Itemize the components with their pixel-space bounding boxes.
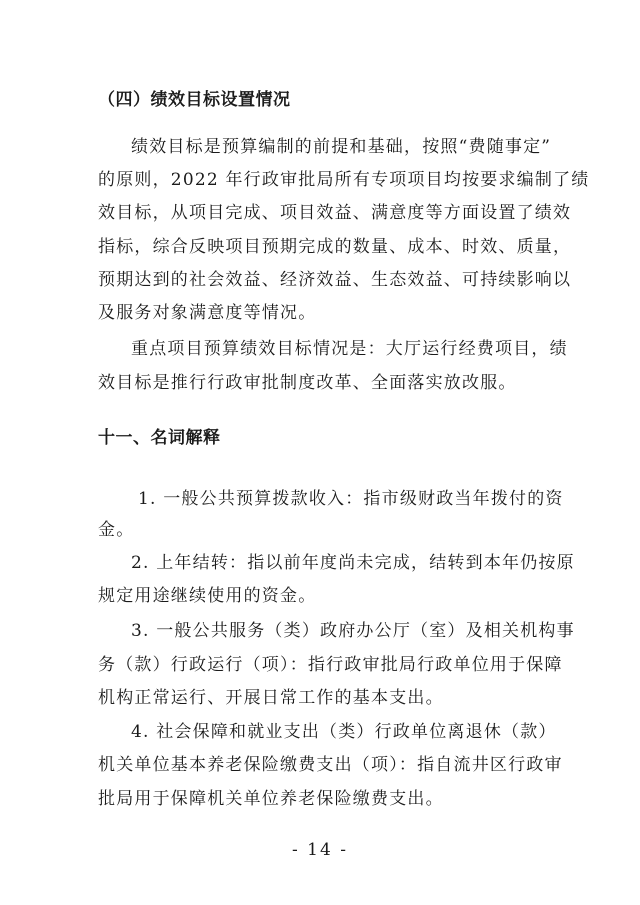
paragraph-line: 效目标是推行行政审批制度改革、全面落实放改服。 xyxy=(98,373,517,393)
paragraph-line: 指标，综合反映项目预期完成的数量、成本、时效、质量， xyxy=(98,237,572,257)
paragraph-line: 效目标，从项目完成、项目效益、满意度等方面设置了绩效 xyxy=(98,203,572,223)
paragraph-line: 及服务对象满意度等情况。 xyxy=(98,303,317,323)
paragraph-line: 绩效目标是预算编制的前提和基础，按照“费随事定” xyxy=(131,137,552,157)
glossary-item-line: 1. 一般公共预算拨款收入：指市级财政当年拨付的资 xyxy=(138,489,564,509)
paragraph-line: 重点项目预算绩效目标情况是：大厅运行经费项目，绩 xyxy=(131,339,568,359)
glossary-item-line: 2. 上年结转：指以前年度尚未完成，结转到本年仍按原 xyxy=(131,553,575,573)
paragraph-line: 预期达到的社会效益、经济效益、生态效益、可持续影响以 xyxy=(98,270,572,290)
page-number: - 14 - xyxy=(292,840,348,860)
glossary-item-line: 机关单位基本养老保险缴费支出（项）：指自流井区行政审 xyxy=(98,755,563,775)
glossary-item-line: 金。 xyxy=(98,520,135,540)
paragraph-line: 的原则，2022 年行政审批局所有专项项目均按要求编制了绩 xyxy=(98,170,590,190)
glossary-item-line: 3. 一般公共服务（类）政府办公厅（室）及相关机构事 xyxy=(131,621,575,641)
section-heading-glossary: 十一、名词解释 xyxy=(98,428,221,448)
glossary-item-line: 规定用途继续使用的资金。 xyxy=(98,586,317,606)
glossary-item-line: 机构正常运行、开展日常工作的基本支出。 xyxy=(98,688,444,708)
glossary-item-line: 务（款）行政运行（项）：指行政审批局行政单位用于保障 xyxy=(98,655,563,675)
glossary-item-line: 4. 社会保障和就业支出（类）行政单位离退休（款） xyxy=(131,722,557,742)
glossary-item-line: 批局用于保障机关单位养老保险缴费支出。 xyxy=(98,789,444,809)
section-heading-performance-targets: （四）绩效目标设置情况 xyxy=(98,90,291,110)
